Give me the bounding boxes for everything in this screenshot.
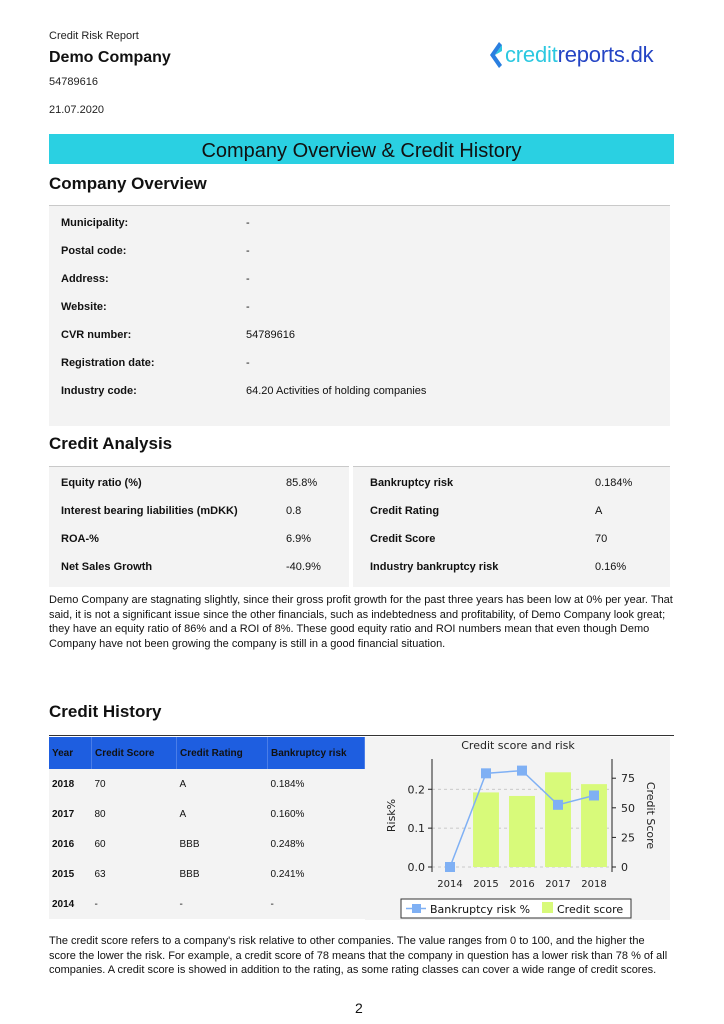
overview-label: Website: xyxy=(61,301,107,313)
legend-bar-swatch xyxy=(542,902,553,913)
cell-year: 2016 xyxy=(49,829,92,859)
overview-value: 64.20 Activities of holding companies xyxy=(246,385,427,397)
table-row xyxy=(49,799,365,829)
analysis-value: A xyxy=(595,505,603,517)
bar-credit-score xyxy=(509,796,535,867)
overview-value: 54789616 xyxy=(246,329,295,341)
cell-year: 2018 xyxy=(49,769,92,799)
analysis-value: 70 xyxy=(595,533,608,545)
credit-score-risk-chart xyxy=(365,737,670,920)
overview-label: Industry code: xyxy=(61,385,137,397)
y-tick-label: 0.0 xyxy=(407,861,425,874)
section-banner: Company Overview & Credit History xyxy=(49,134,674,164)
analysis-value: 6.9% xyxy=(286,533,312,545)
overview-value: - xyxy=(246,217,250,229)
x-tick-label: 2017 xyxy=(545,879,571,890)
legend-label-risk: Bankruptcy risk % xyxy=(430,903,531,916)
column-header-credit-rating: Credit Rating xyxy=(177,737,268,769)
cell-bankruptcy-risk: 0.184% xyxy=(268,769,365,799)
analysis-label: Equity ratio (%) xyxy=(61,477,142,489)
chart-title: Credit score and risk xyxy=(461,739,575,752)
table-header-row xyxy=(49,737,365,769)
table-row xyxy=(49,859,365,889)
cell-bankruptcy-risk: - xyxy=(268,889,365,919)
company-overview-panel xyxy=(49,205,670,426)
cell-bankruptcy-risk: 0.160% xyxy=(268,799,365,829)
analysis-value: -40.9% xyxy=(286,561,321,573)
cell-credit-score: 80 xyxy=(92,799,177,829)
overview-label: Registration date: xyxy=(61,357,155,369)
credit-analysis-right-panel xyxy=(353,466,670,587)
logo-text-credit: credit xyxy=(505,42,558,67)
credit-analysis-heading: Credit Analysis xyxy=(49,434,173,453)
bar-credit-score xyxy=(545,772,571,867)
analysis-label: Net Sales Growth xyxy=(61,561,153,573)
overview-label: Address: xyxy=(61,273,109,285)
legend-label-score: Credit score xyxy=(557,903,624,916)
overview-value: - xyxy=(246,301,250,313)
y-tick-label: 0.1 xyxy=(407,822,425,836)
analysis-label: Interest bearing liabilities (mDKK) xyxy=(61,505,238,517)
cell-credit-rating: BBB xyxy=(177,829,268,859)
overview-label: Postal code: xyxy=(61,245,127,257)
analysis-value: 0.184% xyxy=(595,477,633,489)
point-bankruptcy-risk xyxy=(517,766,527,776)
cell-credit-rating: BBB xyxy=(177,859,268,889)
point-bankruptcy-risk xyxy=(553,800,563,810)
credit-history-heading: Credit History xyxy=(49,702,162,721)
overview-label: Municipality: xyxy=(61,217,129,229)
x-tick-label: 2018 xyxy=(581,879,607,890)
analysis-value: 0.8 xyxy=(286,505,302,517)
point-bankruptcy-risk xyxy=(445,862,455,872)
y2-tick-label: 50 xyxy=(621,801,635,815)
report-date: 21.07.2020 xyxy=(49,104,105,116)
report-type: Credit Risk Report xyxy=(49,30,139,42)
cell-credit-score: 63 xyxy=(92,859,177,889)
y-tick-label: 0.2 xyxy=(407,783,425,797)
x-tick-label: 2015 xyxy=(473,879,499,890)
x-tick-label: 2014 xyxy=(437,879,463,890)
cell-credit-score: - xyxy=(92,889,177,919)
table-row xyxy=(49,769,365,799)
overview-value: - xyxy=(246,357,250,369)
cell-year: 2017 xyxy=(49,799,92,829)
analysis-value: 85.8% xyxy=(286,477,318,489)
credit-history-table xyxy=(49,737,365,919)
table-row xyxy=(49,829,365,859)
cell-bankruptcy-risk: 0.248% xyxy=(268,829,365,859)
logo-text-reports: reports.dk xyxy=(557,42,654,67)
y2-tick-label: 0 xyxy=(621,861,628,874)
y2-tick-label: 75 xyxy=(621,772,635,786)
cell-credit-rating: A xyxy=(177,769,268,799)
creditreports-logo xyxy=(487,38,653,72)
analysis-value: 0.16% xyxy=(595,561,627,573)
cell-credit-rating: A xyxy=(177,799,268,829)
analysis-paragraph: Demo Company are stagnating slightly, since their gross profit growth for the past three years has been low at 0% per year. That said, it is not a significant issue since the other financials, such as indebtedness and profitability, of Demo Company look great; they have an equity ratio of 86% and a ROI of 8%. These good equity ratio and ROI numbers mean that even though Demo Company have not been growing the company is still in a good financial situation. xyxy=(49,594,673,650)
chart-legend xyxy=(401,899,631,918)
column-header-credit-score: Credit Score xyxy=(92,737,177,769)
cell-credit-score: 70 xyxy=(92,769,177,799)
y2-axis-label: Credit Score xyxy=(644,781,657,850)
y2-tick-label: 25 xyxy=(621,831,635,845)
cell-year: 2014 xyxy=(49,889,92,919)
history-paragraph: The credit score refers to a company's risk relative to other companies. The value ranges from 0 to 100, and the higher the score the lower the risk. For example, a credit score of 78 means that the company in question has a lower risk than 78 % of all companies. A credit score is showed in addition to the rating, as some rating classes can cover a wide range of credit scores. xyxy=(49,935,668,976)
credit-score-risk-chart-container xyxy=(365,737,670,920)
company-cvr: 54789616 xyxy=(49,76,98,88)
y-axis-label: Risk% xyxy=(385,798,398,833)
analysis-label: Bankruptcy risk xyxy=(370,477,454,489)
credit-analysis-left-panel xyxy=(49,466,349,587)
cell-credit-rating: - xyxy=(177,889,268,919)
legend-marker-swatch xyxy=(412,904,421,913)
credit-history-divider xyxy=(49,735,674,736)
cell-bankruptcy-risk: 0.241% xyxy=(268,859,365,889)
company-name: Demo Company xyxy=(49,49,171,66)
table-row xyxy=(49,889,365,919)
point-bankruptcy-risk xyxy=(589,790,599,800)
overview-label: CVR number: xyxy=(61,329,132,341)
x-tick-label: 2016 xyxy=(509,879,535,890)
analysis-label: Credit Score xyxy=(370,533,436,545)
cell-year: 2015 xyxy=(49,859,92,889)
cell-credit-score: 60 xyxy=(92,829,177,859)
chevron-left-logo-icon xyxy=(487,41,503,69)
overview-value: - xyxy=(246,245,250,257)
analysis-label: Industry bankruptcy risk xyxy=(370,561,499,573)
analysis-label: Credit Rating xyxy=(370,505,440,517)
point-bankruptcy-risk xyxy=(481,768,491,778)
overview-value: - xyxy=(246,273,250,285)
analysis-label: ROA-% xyxy=(61,533,99,545)
bar-credit-score xyxy=(473,792,499,867)
column-header-bankruptcy-risk: Bankruptcy risk xyxy=(268,737,365,769)
company-overview-heading: Company Overview xyxy=(49,174,207,193)
column-header-year: Year xyxy=(49,737,92,769)
page-number: 2 xyxy=(355,1000,363,1016)
